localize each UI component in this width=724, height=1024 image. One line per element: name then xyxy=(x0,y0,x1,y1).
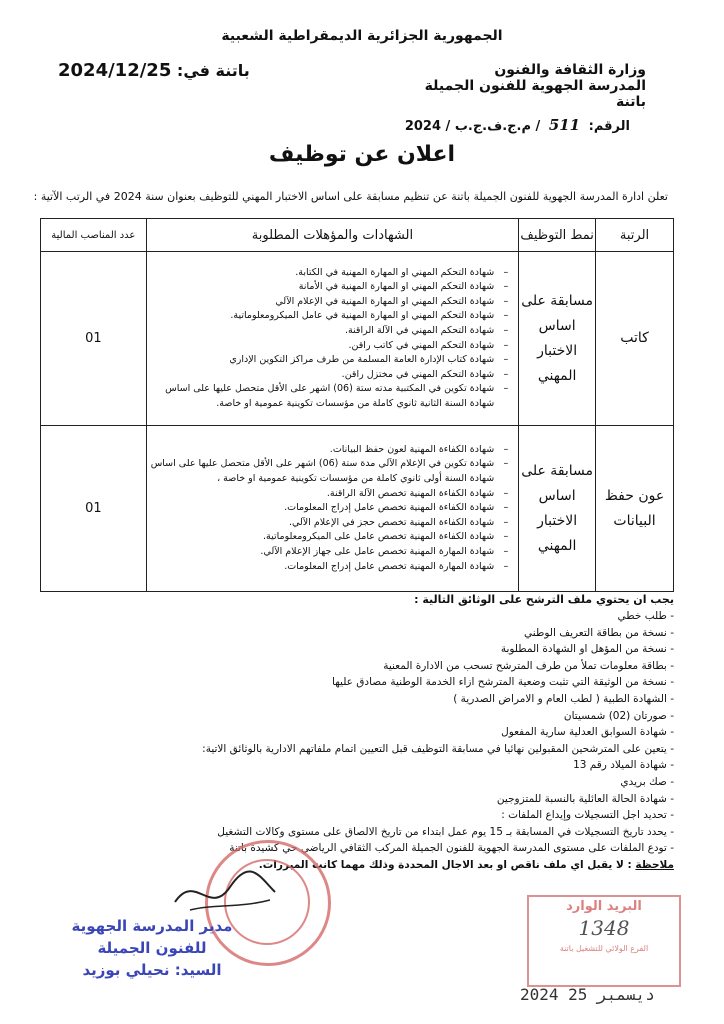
signature xyxy=(170,862,280,922)
announcement-title: اعلان عن توظيف xyxy=(268,142,456,167)
intro-paragraph: تعلن ادارة المدرسة الجهوية للفنون الجميلة باتنة عن تنظيم مسابقة على اساس الاختبار المهني للتوظيف بعنوان سنة 2024 في الرتب الآتية : xyxy=(33,190,668,203)
table-row xyxy=(41,426,674,592)
header-grade: الرتبة xyxy=(596,219,674,252)
institution-block xyxy=(425,62,646,110)
table-header-row xyxy=(41,219,674,252)
mail-stamp-office: الفرع الولائي للتشغيل باتنة xyxy=(559,944,649,953)
list-item: - نسخة من الوثيقة التي تثبت وضعية المترشح ازاء الخدمة الوطنية مصادق عليها xyxy=(332,676,674,689)
qualification-item: –شهادة الكفاءة المهنية لعون حفظ البيانات. xyxy=(329,443,509,455)
list-item: - بطاقة معلومات تملأ من طرف المترشح تسحب من الادارة المعنية xyxy=(383,659,674,672)
mail-stamp-number: 1348 xyxy=(578,916,630,940)
list-item: - يتعين على المترشحين المقبولين نهائيا في مسابقة التوظيف قبل التعيين اتمام ملفاتهم الادارية بالوثائق الاتية: xyxy=(202,742,674,755)
receipt-date: 2024 ديسمبر 25 xyxy=(520,985,655,1004)
qualification-item: شهادة السنة الثانية ثانوي كاملة من مؤسسات تكوينية عمومية او خاصة. xyxy=(216,397,495,409)
incoming-mail-stamp xyxy=(527,895,681,987)
director-title: مدير المدرسة الجهوية للفنون الجميلة xyxy=(71,917,233,957)
list-item: - نسخة من بطاقة التعريف الوطني xyxy=(524,626,674,639)
header-mode: نمط التوظيف xyxy=(519,219,596,252)
qualification-item: –شهادة المهارة المهنية تخصص عامل إدراج المعلومات. xyxy=(284,560,509,572)
list-item: - يحدد تاريخ التسجيلات في المسابقة بـ 15 يوم عمل ابتداء من تاريخ الالصاق على مستوى وكالات التشغيل xyxy=(217,825,674,838)
qualification-item: شهادة السنة أولى ثانوي كاملة من مؤسسات تكوينية عمومية او خاصة ، xyxy=(217,473,495,485)
school-name: المدرسة الجهوية للفنون الجميلة xyxy=(424,78,646,94)
list-item: - طلب خطي xyxy=(617,610,674,622)
qualification-item: –شهادة الكفاءة المهنية تخصص عامل إدراج المعلومات. xyxy=(284,502,509,514)
qualification-item: –شهادة التحكم المهني او المهارة المهنية في الأمانة xyxy=(298,281,509,293)
grade-cell: عون حفظ البيانات xyxy=(596,426,674,592)
documents-title: يجب ان يحتوي ملف الترشح على الوثائق التالية : xyxy=(414,593,674,606)
list-item: - تودع الملفات على مستوى المدرسة الجهوية للفنون الجميلة المركب الثقافي الرياضي حي كشيدة باتنة xyxy=(229,842,674,855)
required-documents xyxy=(34,592,674,873)
mode-cell: مسابقة على اساس الاختبار المهني xyxy=(519,252,596,426)
director-stamp xyxy=(62,915,242,981)
qualification-item: –شهادة التحكم المهني في كاتب راقن. xyxy=(348,339,509,351)
list-item: - شهادة السوابق العدلية سارية المفعول xyxy=(501,726,674,739)
list-item: - شهادة الميلاد رقم 13 xyxy=(573,759,674,772)
qualification-item: –شهادة التحكم المهني او المهارة المهنية في الإعلام الآلي xyxy=(275,295,509,307)
list-item: - الشهادة الطبية ( لطب العام و الامراض الصدرية ) xyxy=(453,692,674,705)
qualification-item: –شهادة المهارة المهنية تخصص عامل على جهاز الإعلام الآلي. xyxy=(260,545,509,557)
qualification-item: –شهادة التحكم المهني او المهارة المهنية في عامل الميكرومعلوماتية. xyxy=(230,310,509,322)
mail-stamp-label: البريد الوارد xyxy=(566,899,642,914)
qualification-item: –شهادة تكوين في الإعلام الآلي مدة ستة (06) اشهر على الأقل متحصل عليها على اساس xyxy=(150,458,509,470)
ministry-name: وزارة الثقافة والفنون xyxy=(494,62,646,78)
list-item: - صك بريدي xyxy=(620,775,674,788)
reference-code: / م.ج.ف.ج.ب / 2024 xyxy=(404,119,541,134)
list-item: - نسخة من المؤهل او الشهادة المطلوبة xyxy=(500,643,674,656)
positions-table xyxy=(40,218,674,592)
director-name: السيد: نحيلي بوزيد xyxy=(82,961,222,979)
grade-cell: كاتب xyxy=(596,252,674,426)
qualifications-cell xyxy=(146,426,519,592)
list-item: - صورتان (02) شمسيتان xyxy=(563,709,674,722)
table-row xyxy=(41,252,674,426)
header-qualifications: الشهادات والمؤهلات المطلوبة xyxy=(146,219,519,252)
note-line xyxy=(34,857,674,873)
qualification-item: –شهادة كتاب الإدارة العامة المسلمة من طرف مراكز التكوين الإداري xyxy=(229,354,509,366)
mode-cell: مسابقة على اساس الاختبار المهني xyxy=(519,426,596,592)
qualifications-cell xyxy=(146,252,519,426)
issue-date: 2024/12/25 xyxy=(58,60,172,81)
qualification-item: –شهادة التحكم المهني او المهارة المهنية في الكتابة. xyxy=(295,266,509,278)
list-item: - شهادة الحالة العائلية بالنسبة للمتزوجين xyxy=(496,792,674,805)
reference-label: الرقم: xyxy=(588,119,630,134)
qualification-item: –شهادة تكوين في المكتبية مدته ستة (06) اشهر على الأقل متحصل عليها على اساس xyxy=(165,383,509,395)
qualification-item: –شهادة الكفاءة المهنية تخصص عامل على الميكرومعلوماتية. xyxy=(262,531,509,543)
positions-cell: 01 xyxy=(41,252,147,426)
qualification-item: –شهادة الكفاءة المهنية تخصص حجز في الإعلام الآلي. xyxy=(288,516,509,528)
qualification-item: –شهادة التحكم المهني في مختزل راقن. xyxy=(341,368,509,380)
positions-cell: 01 xyxy=(41,426,147,592)
place-date xyxy=(58,60,250,81)
place-date-label: باتنة في: xyxy=(176,61,250,80)
republic-header: الجمهورية الجزائرية الديمقراطية الشعبية xyxy=(221,28,503,44)
note-label: ملاحظة xyxy=(635,858,674,871)
qualification-item: –شهادة الكفاءة المهنية تخصص الآلة الراقنة. xyxy=(326,487,509,499)
reference-line xyxy=(405,116,630,134)
qualification-item: –شهادة التحكم المهني في الآلة الراقنة. xyxy=(344,324,509,336)
reference-number: 511 xyxy=(548,116,581,134)
list-item: - تحديد اجل التسجيلات وإيداع الملفات : xyxy=(501,809,674,822)
city-name: باتنة xyxy=(616,94,646,110)
note-text: : لا يقبل اي ملف ناقص او بعد الاجال المحددة وذلك مهما كانت المبررات. xyxy=(258,858,632,871)
header-positions: عدد المناصب المالية xyxy=(41,219,147,252)
